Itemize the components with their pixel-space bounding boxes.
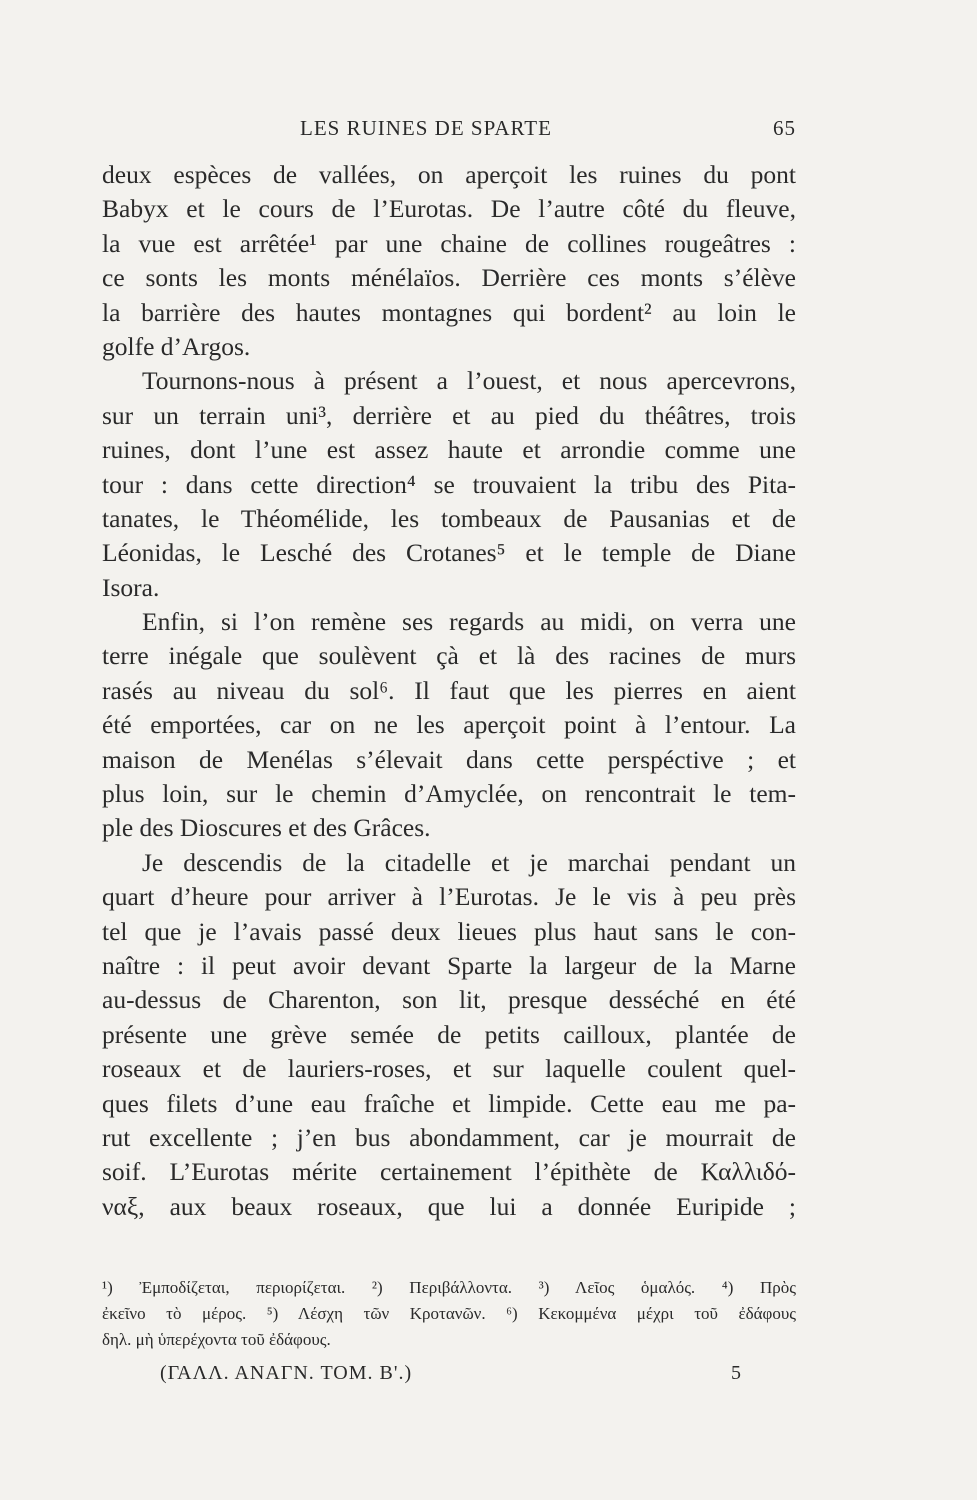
text-line: ruines, dont l’une est assez haute et arrondie comme une	[102, 435, 796, 465]
text-line: ναξ, aux beaux roseaux, que lui a donnée Euripide ;	[102, 1191, 796, 1221]
footnote-line: ¹) Ἐμποδίζεται, περιορίζεται. ²) Περιβάλλοντα. ³) Λεῖος ὁμαλός. ⁴) Πρὸς	[102, 1278, 796, 1297]
text-line: Enfin, si l’on remène ses regards au midi, on verra une	[142, 607, 796, 637]
text-line: été emportées, car on ne les aperçoit point à l’entour. La	[102, 710, 796, 740]
text-line: ce sonts les monts ménélaïos. Derrière ces monts s’élève	[102, 263, 796, 293]
footnote-line: ἐκεῖνο τὸ μέρος. ⁵) Λέσχη τῶν Κροτανῶν. ⁶) Κεκομμένα μέχρι τοῦ ἐδάφους	[102, 1304, 796, 1323]
text-line: Tournons-nous à présent a l’ouest, et nous apercevrons,	[142, 366, 796, 396]
text-line: deux espèces de vallées, on aperçoit les ruines du pont	[102, 160, 796, 189]
text-line: Je descendis de la citadelle et je marchai pendant un	[142, 847, 796, 877]
text-line: maison de Menélas s’élevait dans cette perspéctive ; et	[102, 744, 796, 774]
text-line: ques filets d’une eau fraîche et limpide. Cette eau me pa-	[102, 1088, 796, 1118]
text-line: roseaux et de lauriers-roses, et sur laquelle coulent quel-	[102, 1054, 796, 1084]
text-line: terre inégale que soulèvent çà et là des racines de murs	[102, 641, 796, 671]
printer-signature	[160, 1362, 800, 1392]
text-line: tel que je l’avais passé deux lieues plus haut sans le con-	[102, 916, 796, 946]
signature-number: 5	[731, 1362, 742, 1384]
text-line: présente une grève semée de petits cailloux, plantée de	[102, 1019, 796, 1049]
text-line: tanates, le Théomélide, les tombeaux de Pausanias et de	[102, 503, 796, 533]
text-line: la barrière des hautes montagnes qui bordent² au loin le	[102, 297, 796, 327]
footnotes	[102, 1275, 796, 1353]
text-line: soif. L’Eurotas mérite certainement l’épithète de Καλλιδό-	[102, 1157, 796, 1187]
text-line: Léonidas, le Lesché des Crotanes⁵ et le temple de Diane	[102, 538, 796, 568]
text-line: Babyx et le cours de l’Eurotas. De l’autre côté du fleuve,	[102, 194, 796, 224]
text-line: quart d’heure pour arriver à l’Eurotas. Je le vis à peu près	[102, 882, 796, 912]
text-line: ple des Dioscures et des Grâces.	[102, 813, 431, 843]
main-text	[102, 158, 796, 1224]
text-line: rasés au niveau du sol⁶. Il faut que les pierres en aient	[102, 675, 796, 705]
running-title: LES RUINES DE SPARTE	[300, 116, 552, 140]
text-line: golfe d’Argos.	[102, 331, 251, 361]
text-line: rut excellente ; j’en bus abondamment, car je mourrait de	[102, 1122, 796, 1152]
footnote-line: δηλ. μὴ ὑπερέχοντα τοῦ ἐδάφους.	[102, 1330, 331, 1349]
text-line: sur un terrain uni³, derrière et au pied du théâtres, trois	[102, 400, 796, 430]
page-number: 65	[773, 116, 796, 140]
text-line: tour : dans cette direction⁴ se trouvaient la tribu des Pita-	[102, 469, 796, 499]
text-line: naître : il peut avoir devant Sparte la largeur de la Marne	[102, 950, 796, 980]
text-line: au-dessus de Charenton, son lit, presque desséché en été	[102, 985, 796, 1015]
text-line: plus loin, sur le chemin d’Amyclée, on rencontrait le tem-	[102, 779, 796, 809]
text-line: la vue est arrêtée¹ par une chaine de collines rougeâtres :	[102, 228, 796, 258]
signature-mark: (ΓΑΛΛ. ΑΝΑΓΝ. ΤΟΜ. Β'.)	[160, 1362, 413, 1384]
text-line: Isora.	[102, 572, 160, 602]
running-header	[100, 116, 796, 146]
